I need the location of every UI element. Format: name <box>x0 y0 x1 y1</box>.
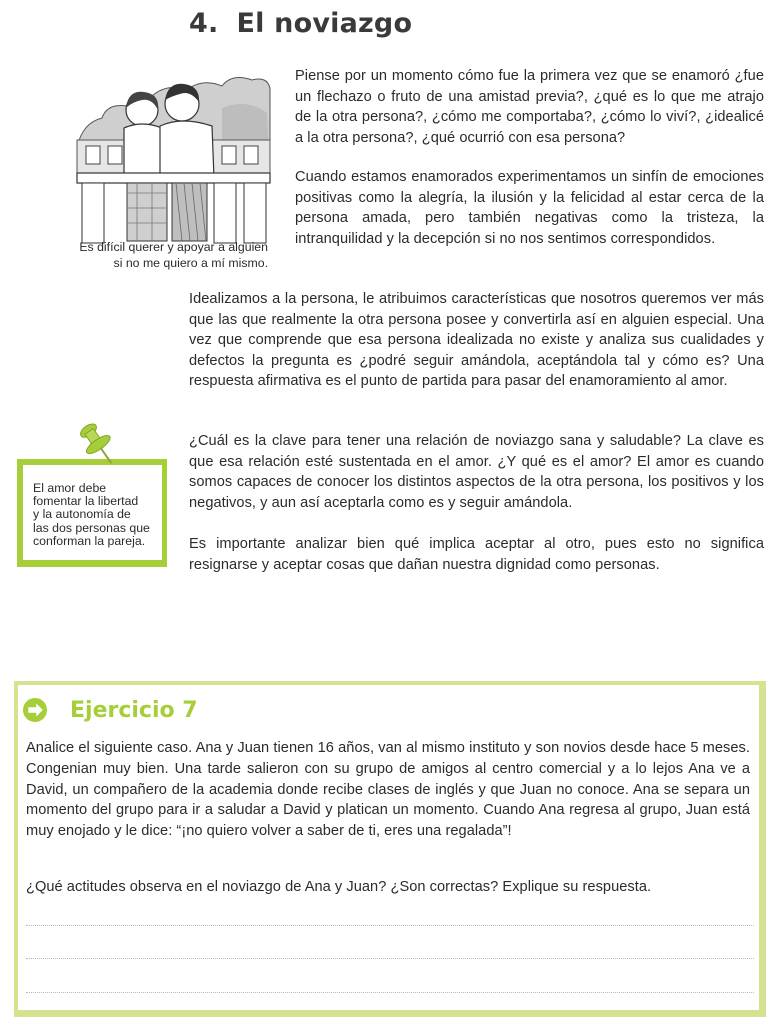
answer-line[interactable] <box>26 992 754 993</box>
note-text <box>33 482 173 548</box>
pushpin-icon <box>76 419 124 475</box>
couple-on-balcony-illustration <box>72 68 272 246</box>
note-line: conforman la pareja. <box>33 533 146 548</box>
paragraph-2: Cuando estamos enamorados experimentamos un sinfín de emociones positivas como la alegría, la ilusión y la felicidad al estar cerca de la persona amada, pero también negativas como la tristeza, la intranquilidad y la decepción si no nos sentimos correspondidos. <box>295 169 764 247</box>
caption-line-1: Es difícil querer y apoyar a alguien <box>79 240 268 254</box>
note-line: las dos personas que <box>33 520 150 535</box>
section-number: 4. <box>189 8 219 39</box>
arrow-right-circle-icon <box>22 697 48 723</box>
section-title <box>189 8 412 39</box>
illustration-caption <box>44 240 268 271</box>
answer-line[interactable] <box>26 925 754 926</box>
exercise-title: Ejercicio 7 <box>70 697 198 723</box>
note-line: El amor debe <box>33 481 107 495</box>
exercise-header <box>22 697 198 723</box>
exercise-question: ¿Qué actitudes observa en el noviazgo de Ana y Juan? ¿Son correctas? Explique su respuesta. <box>26 879 652 895</box>
paragraph-4: ¿Cuál es la clave para tener una relación de noviazgo sana y saludable? La clave es que esa relación esté sustentada en el amor. ¿Y qué es el amor? El amor es cuando somos capaces de conocer los distintos aspectos de la otra persona, los positivos y los negativos, y aun así aceptarla como es y seguir amándola. <box>189 433 764 511</box>
section-title-text: El noviazgo <box>236 8 413 39</box>
exercise-case-text: Analice el siguiente caso. Ana y Juan tienen 16 años, van al mismo instituto y son novios desde hace 5 meses. Congenian muy bien. Una tarde salieron con su grupo de amigos al centro comercial y a lo lejos Ana ve a David, un compañero de la academia donde recibe clases de inglés y que Juan no conoce. Ana se separa un momento del grupo para ir a saludar a David y platican un momento. Cuando Ana regresa al grupo, Juan está muy enojado y le dice: “¡no quiero volver a saber de ti, eres una regalada”! <box>26 740 750 840</box>
note-box <box>17 459 167 567</box>
caption-line-2: si no me quiero a mí mismo. <box>113 255 268 270</box>
answer-line[interactable] <box>26 958 754 959</box>
note-line: fomentar la libertad <box>33 494 139 509</box>
note-line: y la autonomía de <box>33 507 131 522</box>
exercise-box <box>14 681 766 1017</box>
paragraph-5: Es importante analizar bien qué implica aceptar al otro, pues esto no significa resignarse y aceptar cosas que dañan nuestra dignidad como personas. <box>189 536 764 573</box>
paragraph-3: Idealizamos a la persona, le atribuimos características que nosotros queremos ver más que las que realmente la otra persona posee y convertirla así en alguien especial. Una vez que comprende que esa persona idealizada no existe y analiza sus cualidades y defectos la pregunta es ¿podré seguir amándola, aceptándola tal y cómo es? Una respuesta afirmativa es el punto de partida para pasar del enamoramiento al amor. <box>189 291 764 389</box>
paragraph-1: Piense por un momento cómo fue la primera vez que se enamoró ¿fue un flechazo o fruto de una amistad previa?, ¿qué es lo que me atrajo de la otra persona?, ¿cómo me comportaba?, ¿cómo lo viví?, ¿idealicé a la otra persona?, ¿qué ocurrió con esa persona? <box>295 68 764 146</box>
